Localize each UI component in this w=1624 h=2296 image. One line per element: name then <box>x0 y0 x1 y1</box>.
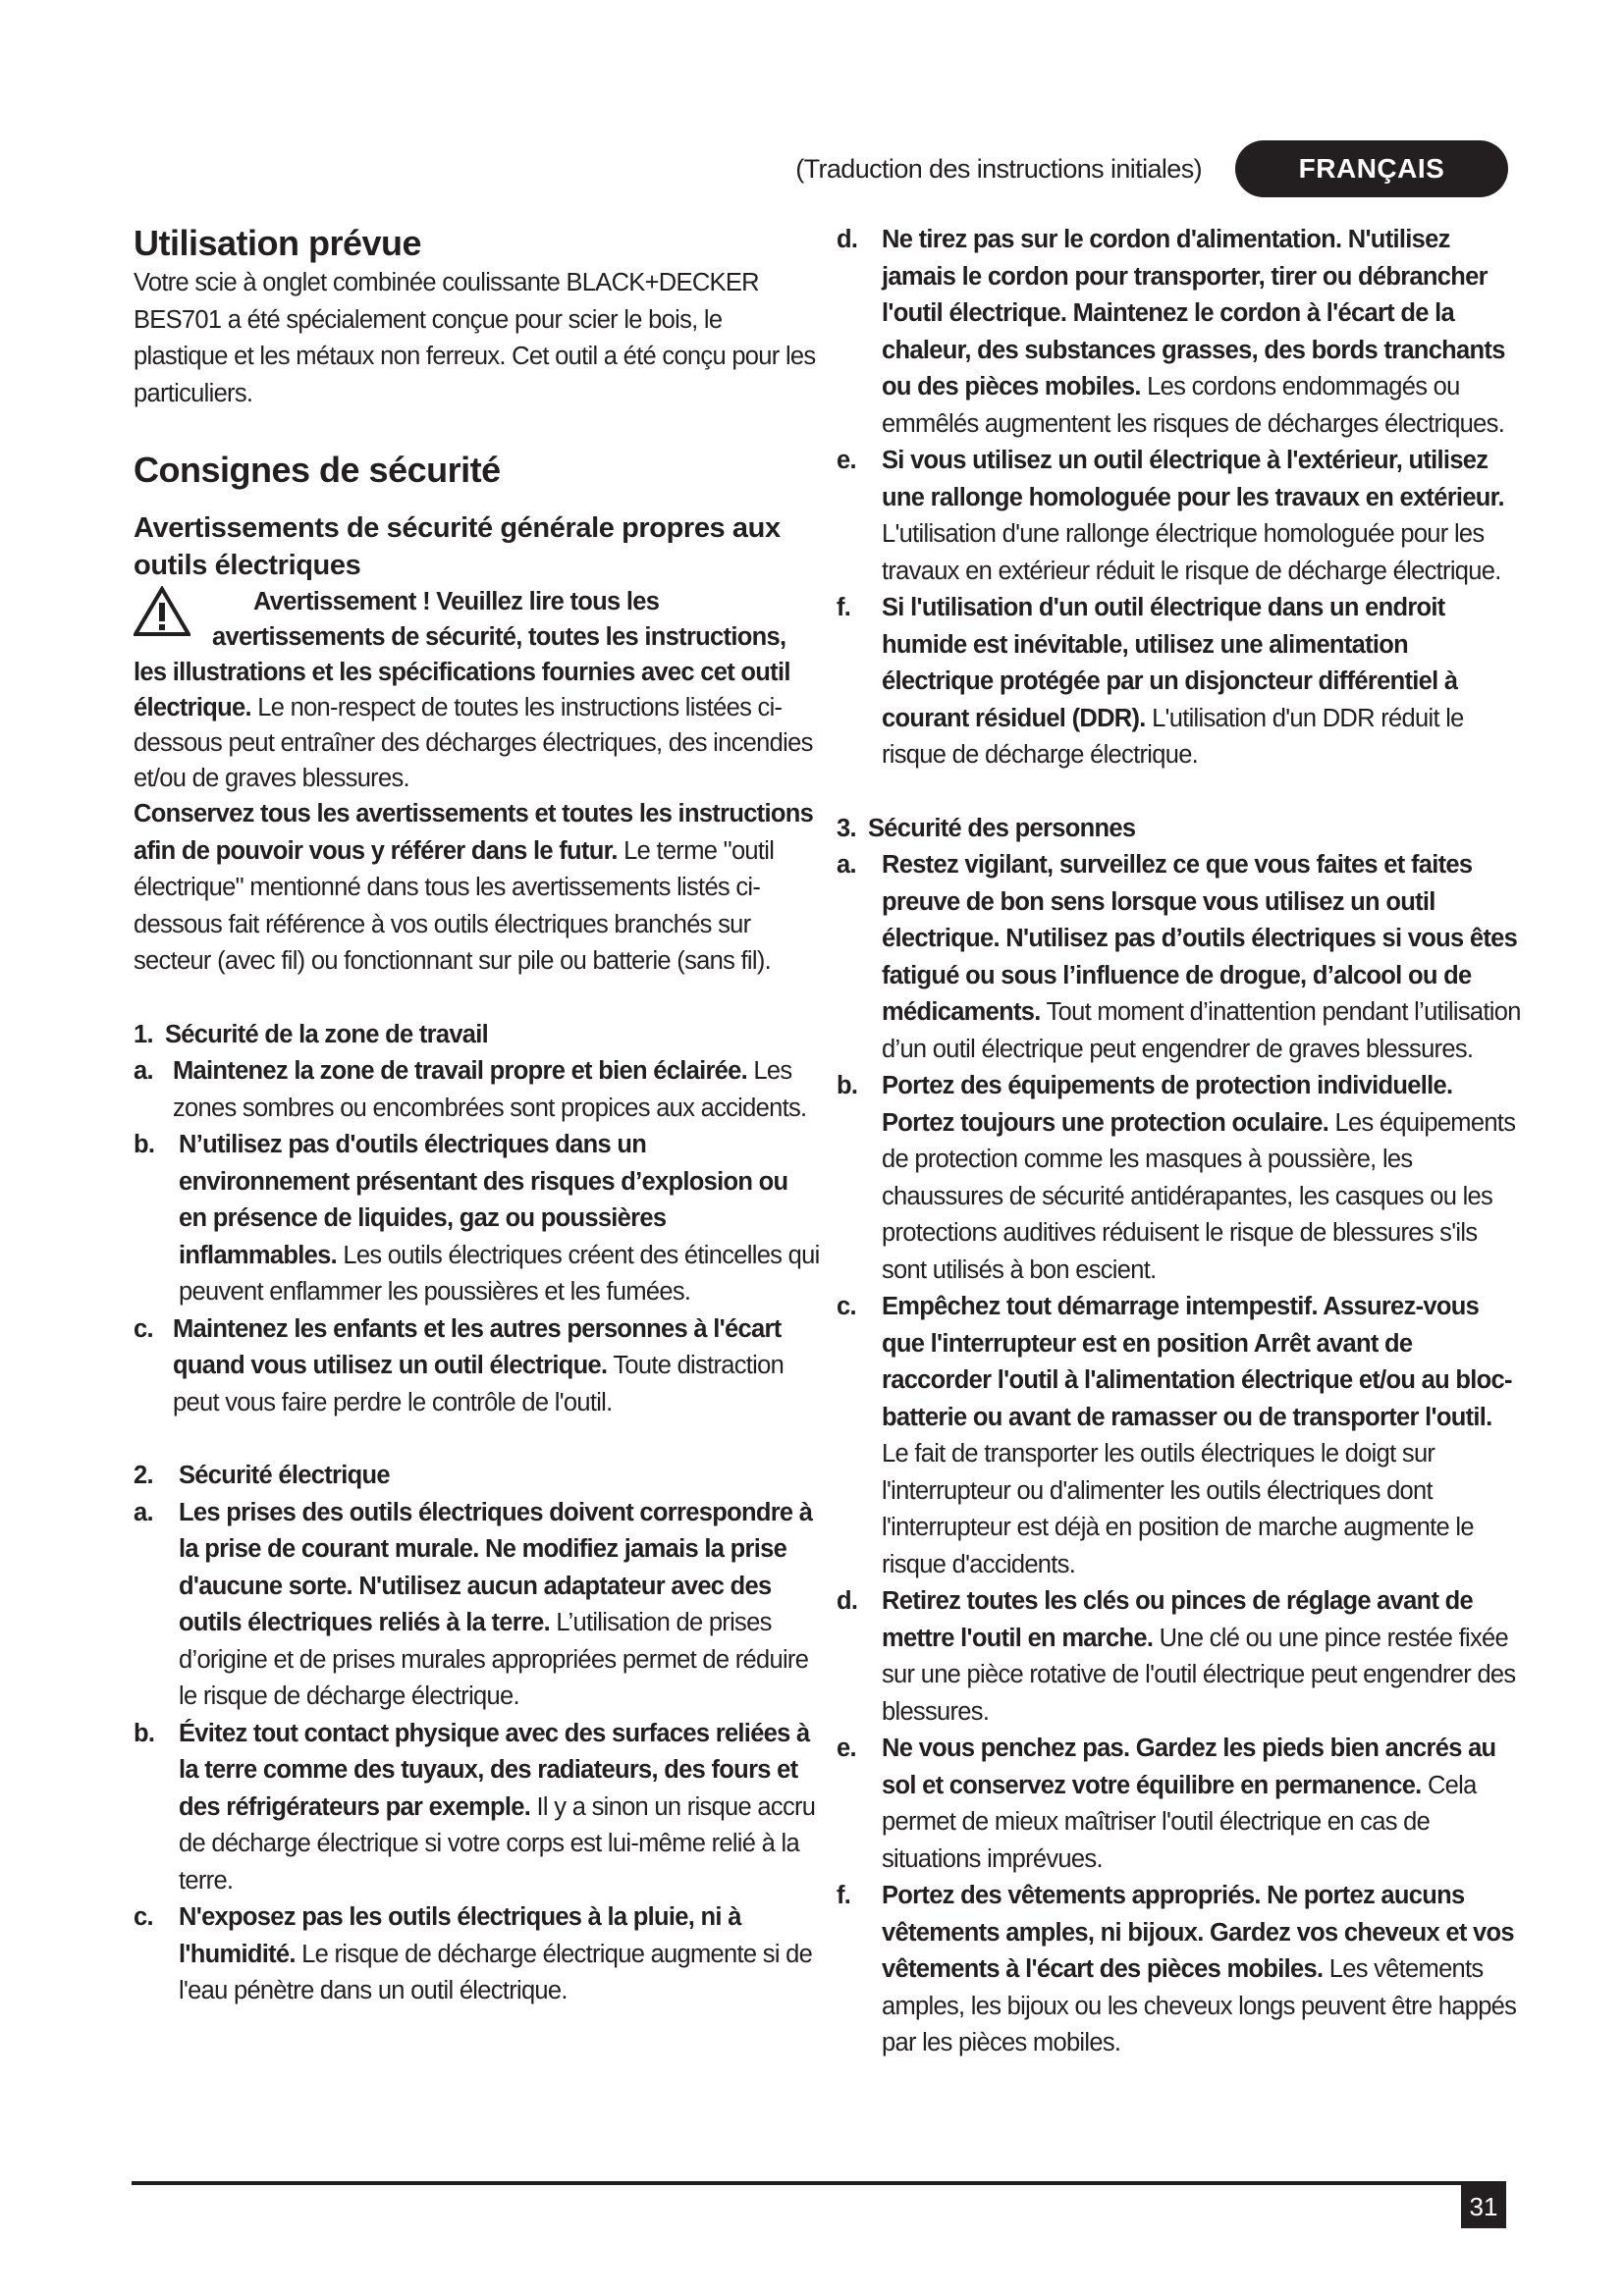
list-item: b. Portez des équipements de protection individuelle. Portez toujours une protection oculaire. Les équipements de protection comme les masques à poussière, les chaussures de sécurité antidérapantes, les casques ou les protections auditives réduisent le risque de blessures s'ils sont utilisés à bon escient. <box>837 1072 1516 1284</box>
right-column <box>837 222 1524 2062</box>
section3-heading <box>837 811 1524 848</box>
section3-number: 3. <box>837 814 856 842</box>
list-item: e. Ne vous penchez pas. Gardez les pieds bien ancrés au sol et conservez votre équilibre en permanence. Cela permet de mieux maîtriser l'outil électrique en cas de situations imprévues. <box>837 1735 1496 1873</box>
list-item: e. Si vous utilisez un outil électrique à l'extérieur, utilisez une rallonge homologuée pour les travaux en extérieur. L'utilisation d'une rallonge électrique homologuée pour les travaux en extérieur réduit le risque de décharge électrique. <box>837 447 1504 585</box>
section1-heading <box>134 1017 821 1054</box>
list-item: c. N'exposez pas les outils électriques à la pluie, ni à l'humidité. Le risque de décharge électrique augmente si de l'eau pénètre dans un outil électrique. <box>134 1903 813 2004</box>
list-item: d. Retirez toutes les clés ou pinces de réglage avant de mettre l'outil en marche. Une clé ou une pince restée fixée sur une pièce rotative de l'outil électrique peut engendrer des blessures. <box>837 1587 1516 1726</box>
list-item: f. Si l'utilisation d'un outil électrique dans un endroit humide est inévitable, utilisez une alimentation électrique protégée par un disjoncteur différentiel à courant résiduel (DDR). L'utilisation d'un DDR réduit le risque de décharge électrique. <box>837 594 1464 769</box>
page-header <box>795 140 1508 197</box>
section3-title: Sécurité des personnes <box>868 814 1136 842</box>
language-badge: FRANÇAIS <box>1235 140 1508 197</box>
page-number: 31 <box>1461 2185 1506 2228</box>
left-column <box>134 222 821 2010</box>
section1-number: 1. <box>134 1020 153 1048</box>
footer-rule <box>132 2181 1506 2185</box>
list-item: a. Maintenez la zone de travail propre et bien éclairée. Les zones sombres ou encombrées sont propices aux accidents. <box>134 1057 807 1122</box>
section1-title: Sécurité de la zone de travail <box>165 1020 489 1048</box>
list-item: d. Ne tirez pas sur le cordon d'alimentation. N'utilisez jamais le cordon pour transporter, tirer ou débrancher l'outil électrique. Maintenez le cordon à l'écart de la chaleur, des substances grasses, des bords tranchants ou des pièces mobiles. Les cordons endommagés ou emmêlés augmentent les risques de décharges électriques. <box>837 226 1505 438</box>
intended-use-text: Votre scie à onglet combinée coulissante BLACK+DECKER BES701 a été spécialement conçue pour scier le bois, le plastique et les métaux non ferreux. Cet outil a été conçu pour les particuliers. <box>134 269 816 407</box>
list-item: b. N’utilisez pas d'outils électriques dans un environnement présentant des risques d’explosion ou en présence de liquides, gaz ou poussières inflammables. Les outils électriques créent des étincelles qui peuvent enflammer les poussières et les fumées. <box>134 1131 820 1306</box>
list-item: a. Les prises des outils électriques doivent correspondre à la prise de courant murale. Ne modifiez jamais la prise d'aucune sorte. N'utilisez aucun adaptateur avec des outils électriques reliés à la terre. L’utilisation de prises d’origine et de prises murales appropriées permet de réduire le risque de décharge électrique. <box>134 1498 813 1710</box>
general-safety-title: Avertissements de sécurité générale propres aux outils électriques <box>134 512 781 581</box>
warning-text: Le non-respect de toutes les instructions listées ci-dessous peut entraîner des décharges électriques, des incendies et/ou de graves blessures. <box>134 694 813 792</box>
section2-number: 2. <box>134 1462 153 1489</box>
keep-paragraph <box>134 796 821 981</box>
list-item: c. Empêchez tout démarrage intempestif. Assurez-vous que l'interrupteur est en position Arrêt avant de raccorder l'outil à l'alimentation électrique et/ou au bloc-batterie ou avant de ramasser ou de transporter l'outil. Le fait de transporter les outils électriques le doigt sur l'interrupteur ou d'alimenter les outils électriques dont l'interrupteur est déjà en position de marche augmente le risque d'accidents. <box>837 1293 1512 1578</box>
warning-bold: Avertissement ! Veuillez lire tous les avertissements de sécurité, toutes les instructions, les illustrations et les spécifications fournies avec cet outil électrique. <box>134 588 790 721</box>
keep-text: Le terme "outil électrique" mentionné dans tous les avertissements listés ci-dessous fait référence à vos outils électriques branchés sur secteur (avec fil) ou fonctionnant sur pile ou batterie (sans fil). <box>134 836 775 975</box>
list-item: a. Restez vigilant, surveillez ce que vous faites et faites preuve de bon sens lorsque vous utilisez un outil électrique. N'utilisez pas d’outils électriques si vous êtes fatigué ou sous l’influence de drogue, d’alcool ou de médicaments. Tout moment d’inattention pendant l’utilisation d’un outil électrique peut engendrer de graves blessures. <box>837 851 1521 1063</box>
intended-use-title: Utilisation prévue <box>134 223 422 263</box>
warning-paragraph <box>134 584 821 796</box>
keep-bold: Conservez tous les avertissements et toutes les instructions afin de pouvoir vous y référer dans le futur. <box>134 800 814 865</box>
list-item: f. Portez des vêtements appropriés. Ne portez aucuns vêtements amples, ni bijoux. Gardez vos cheveux et vos vêtements à l'écart des pièces mobiles. Les vêtements amples, les bijoux ou les cheveux longs peuvent être happés par les pièces mobiles. <box>837 1882 1517 2056</box>
section2-heading <box>134 1458 821 1495</box>
list-item: b. Évitez tout contact physique avec des surfaces reliées à la terre comme des tuyaux, des radiateurs, des fours et des réfrigérateurs par exemple. Il y a sinon un risque accru de décharge électrique si votre corps est lui-même relié à la terre. <box>134 1719 816 1895</box>
warning-triangle-icon <box>134 586 190 637</box>
header-subtitle: (Traduction des instructions initiales) <box>795 153 1202 184</box>
list-item: c. Maintenez les enfants et les autres personnes à l'écart quand vous utilisez un outil électrique. Toute distraction peut vous faire perdre le contrôle de l'outil. <box>134 1314 785 1416</box>
safety-title: Consignes de sécurité <box>134 450 501 490</box>
section2-title: Sécurité électrique <box>179 1462 390 1489</box>
